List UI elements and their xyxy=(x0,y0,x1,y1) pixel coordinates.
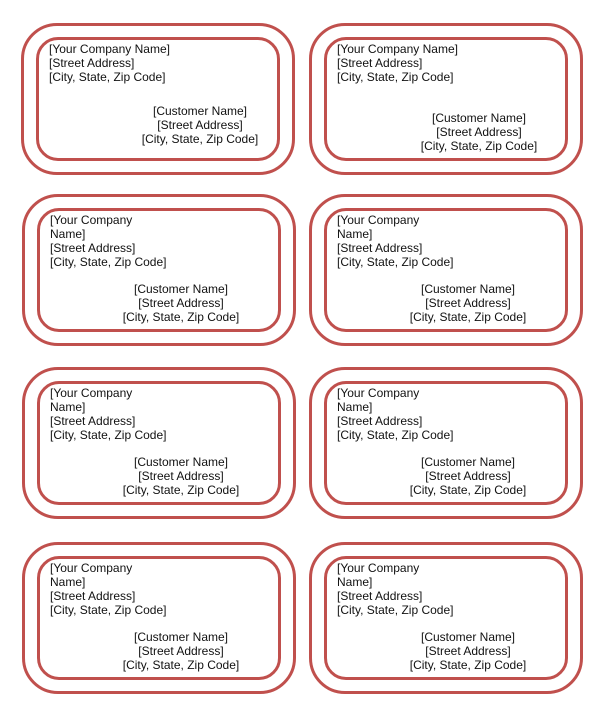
shipping-label-7 xyxy=(22,542,296,694)
sender-company: [Your Company Name] xyxy=(337,561,420,589)
sender-street: [Street Address] xyxy=(337,589,423,603)
recipient-city: [City, State, Zip Code] xyxy=(409,658,527,672)
recipient-name: [Customer Name] xyxy=(420,282,516,296)
sender-company: [Your Company Name] xyxy=(337,42,458,56)
sender-city: [City, State, Zip Code] xyxy=(49,70,166,84)
recipient-street: [Street Address] xyxy=(436,125,522,139)
recipient-city: [City, State, Zip Code] xyxy=(409,483,527,497)
sender-city: [City, State, Zip Code] xyxy=(337,428,454,442)
recipient-city: [City, State, Zip Code] xyxy=(122,310,240,324)
label-inner-border xyxy=(324,556,568,680)
shipping-label-8 xyxy=(309,542,583,694)
recipient-street: [Street Address] xyxy=(425,644,511,658)
sender-company: [Your Company Name] xyxy=(50,386,133,414)
recipient-city: [City, State, Zip Code] xyxy=(420,139,538,153)
sender-city: [City, State, Zip Code] xyxy=(50,255,167,269)
shipping-label-2 xyxy=(309,23,583,175)
recipient-address xyxy=(409,455,527,497)
label-inner-border xyxy=(324,37,568,161)
shipping-label-5 xyxy=(22,367,296,519)
sender-city: [City, State, Zip Code] xyxy=(50,603,167,617)
shipping-label-1 xyxy=(21,23,295,175)
recipient-name: [Customer Name] xyxy=(133,630,229,644)
recipient-address xyxy=(409,282,527,324)
recipient-name: [Customer Name] xyxy=(133,282,229,296)
recipient-city: [City, State, Zip Code] xyxy=(122,658,240,672)
recipient-address xyxy=(122,630,240,672)
sender-company: [Your Company Name] xyxy=(50,213,133,241)
sender-street: [Street Address] xyxy=(337,241,423,255)
sender-company: [Your Company Name] xyxy=(49,42,170,56)
sender-address xyxy=(50,213,167,269)
recipient-name: [Customer Name] xyxy=(133,455,229,469)
recipient-name: [Customer Name] xyxy=(152,104,248,118)
label-inner-border xyxy=(37,556,281,680)
sender-street: [Street Address] xyxy=(50,414,136,428)
sender-street: [Street Address] xyxy=(50,241,136,255)
recipient-address xyxy=(122,455,240,497)
recipient-name: [Customer Name] xyxy=(420,455,516,469)
sender-street: [Street Address] xyxy=(50,589,136,603)
recipient-address xyxy=(141,104,259,146)
sender-address xyxy=(50,561,167,617)
recipient-address xyxy=(409,630,527,672)
sender-address xyxy=(337,42,458,84)
recipient-street: [Street Address] xyxy=(157,118,243,132)
recipient-address xyxy=(420,111,538,153)
label-inner-border xyxy=(324,208,568,332)
recipient-city: [City, State, Zip Code] xyxy=(409,310,527,324)
shipping-label-6 xyxy=(309,367,583,519)
recipient-street: [Street Address] xyxy=(138,644,224,658)
sender-address xyxy=(337,213,454,269)
label-inner-border xyxy=(37,208,281,332)
recipient-name: [Customer Name] xyxy=(420,630,516,644)
label-inner-border xyxy=(37,381,281,505)
recipient-city: [City, State, Zip Code] xyxy=(122,483,240,497)
recipient-city: [City, State, Zip Code] xyxy=(141,132,259,146)
recipient-name: [Customer Name] xyxy=(431,111,527,125)
recipient-street: [Street Address] xyxy=(425,469,511,483)
sender-city: [City, State, Zip Code] xyxy=(337,255,454,269)
sender-company: [Your Company Name] xyxy=(337,213,420,241)
recipient-street: [Street Address] xyxy=(425,296,511,310)
sender-city: [City, State, Zip Code] xyxy=(50,428,167,442)
sender-address xyxy=(50,386,167,442)
sender-street: [Street Address] xyxy=(337,414,423,428)
sender-street: [Street Address] xyxy=(49,56,135,70)
recipient-address xyxy=(122,282,240,324)
sender-address xyxy=(49,42,170,84)
sender-street: [Street Address] xyxy=(337,56,423,70)
label-inner-border xyxy=(324,381,568,505)
sender-address xyxy=(337,386,454,442)
sender-company: [Your Company Name] xyxy=(337,386,420,414)
sender-address xyxy=(337,561,454,617)
shipping-label-3 xyxy=(22,194,296,346)
label-inner-border xyxy=(36,37,280,161)
sender-city: [City, State, Zip Code] xyxy=(337,70,454,84)
recipient-street: [Street Address] xyxy=(138,469,224,483)
shipping-label-4 xyxy=(309,194,583,346)
recipient-street: [Street Address] xyxy=(138,296,224,310)
sender-city: [City, State, Zip Code] xyxy=(337,603,454,617)
sender-company: [Your Company Name] xyxy=(50,561,133,589)
